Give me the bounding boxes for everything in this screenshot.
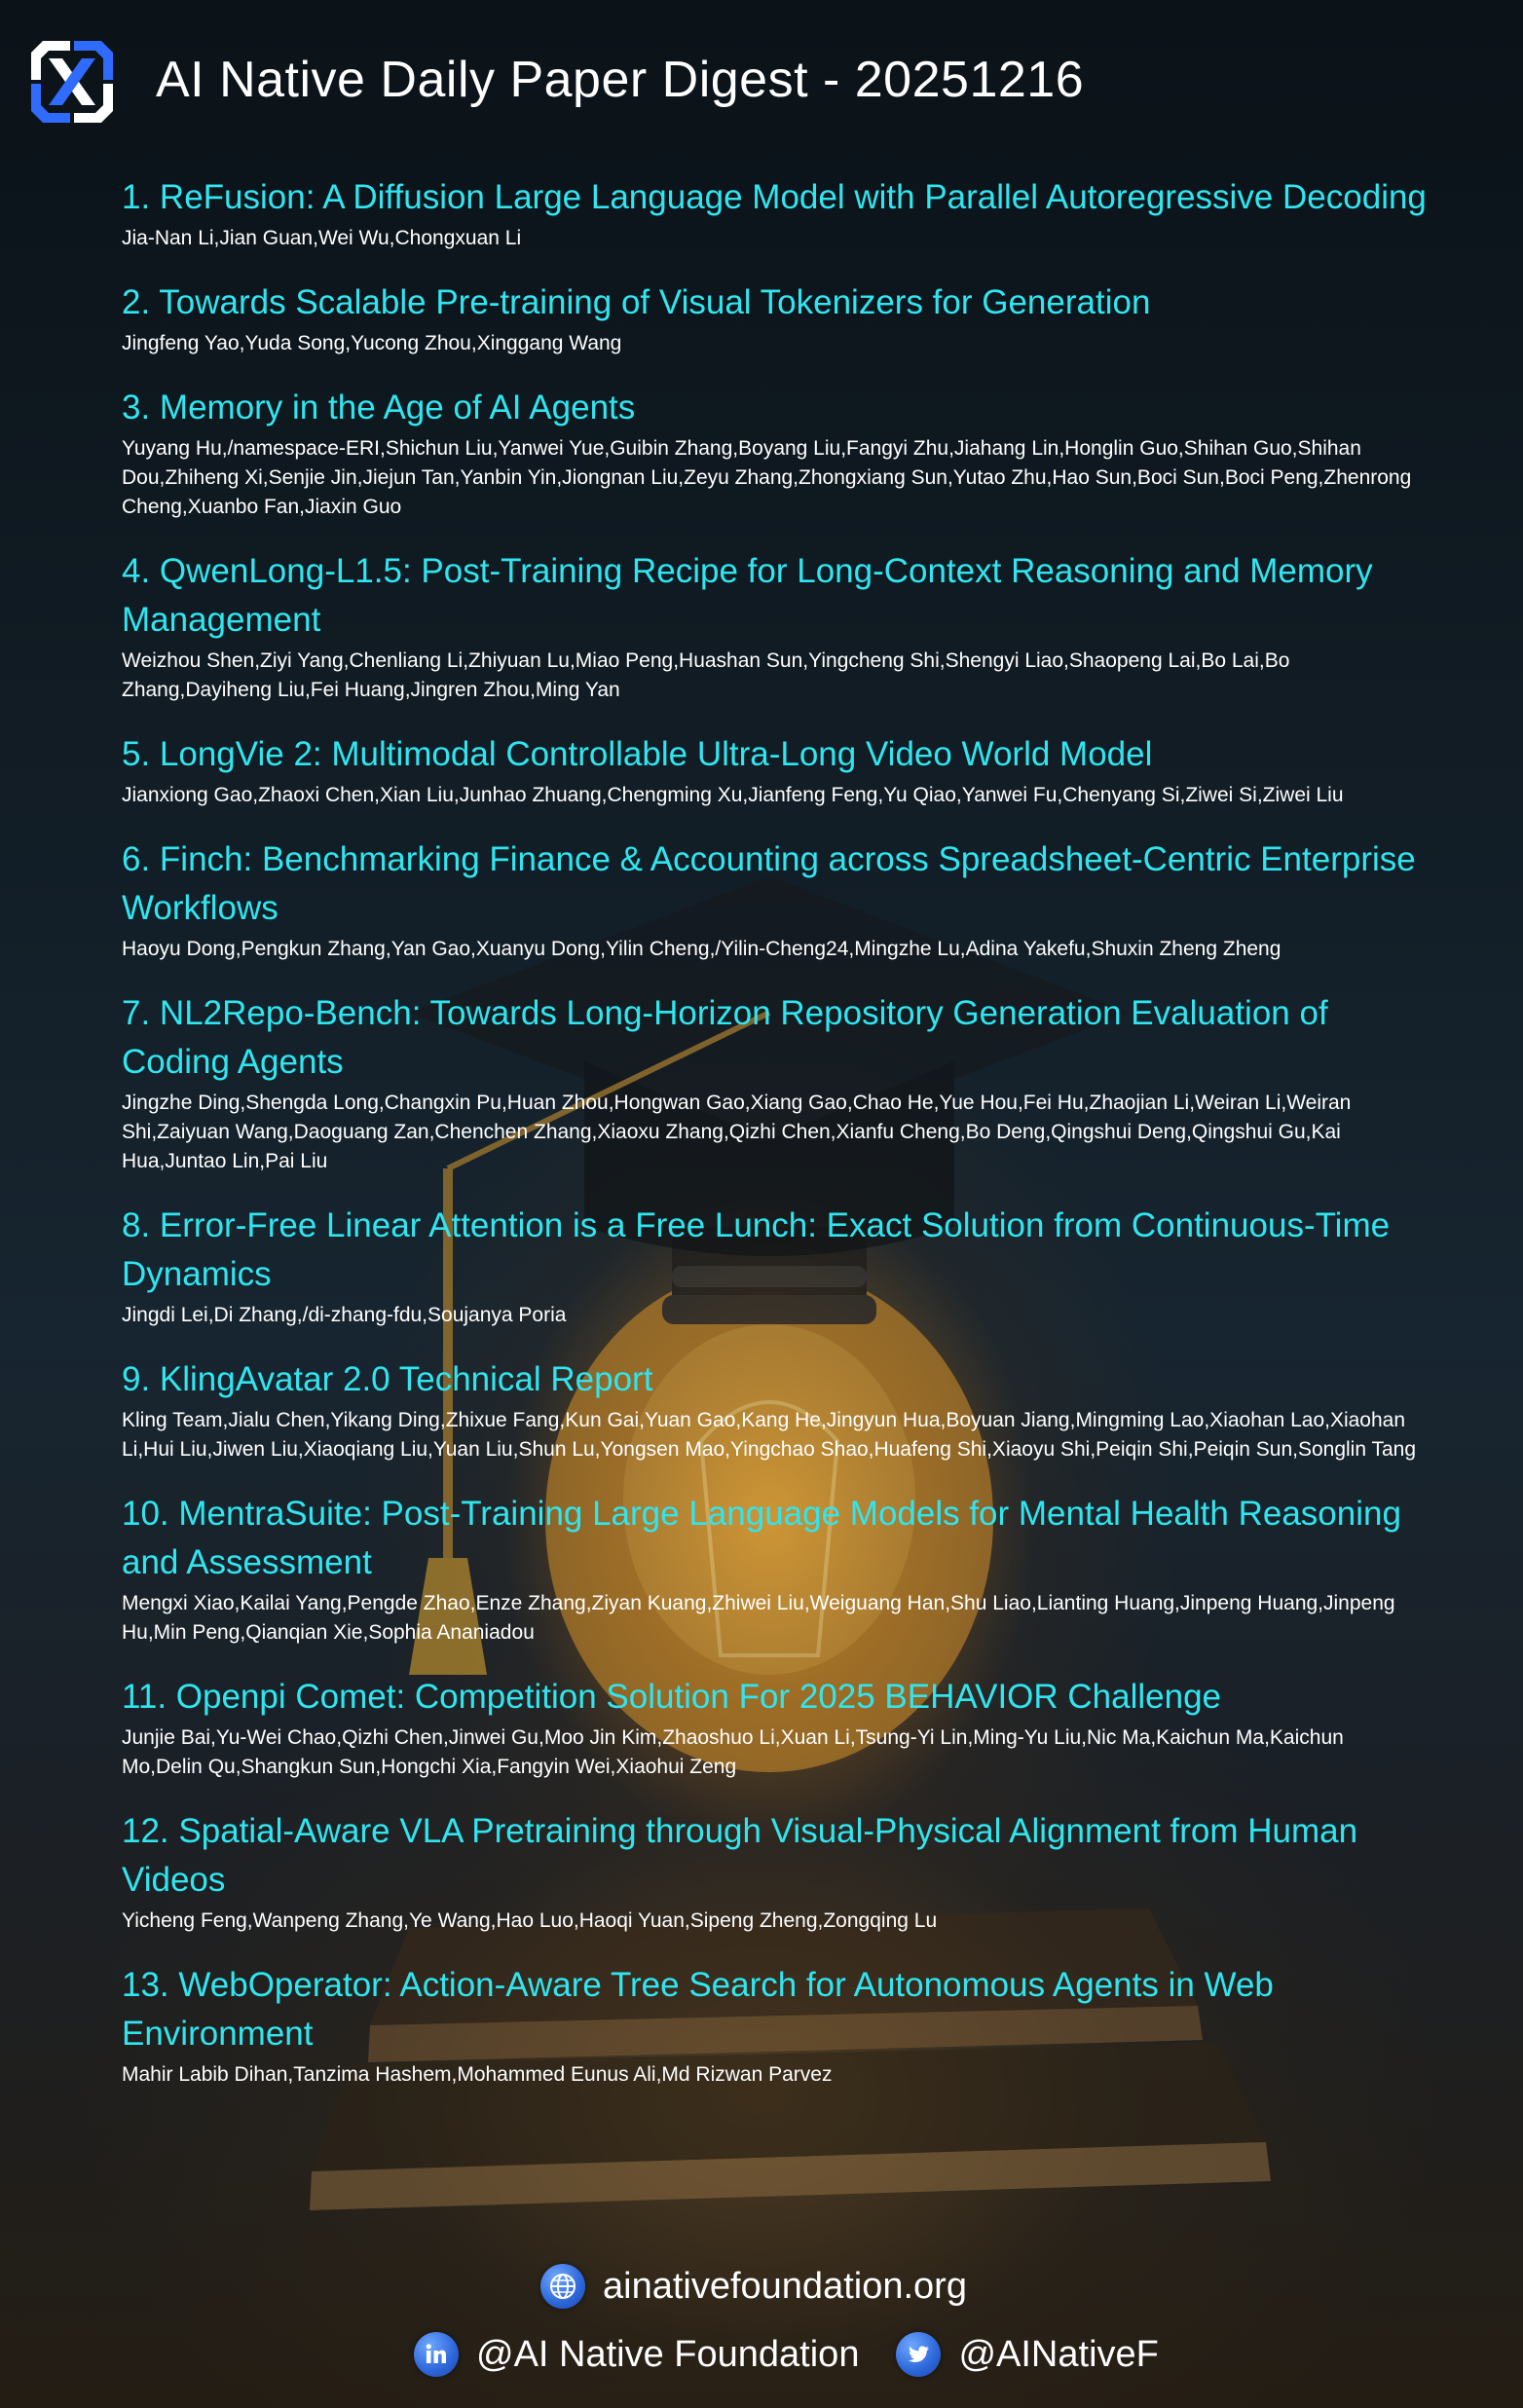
paper-item-10 <box>122 1490 1427 1648</box>
paper-item-4 <box>122 547 1427 705</box>
paper-item-12 <box>122 1807 1427 1936</box>
paper-authors: Jia-Nan Li,Jian Guan,Wei Wu,Chongxuan Li <box>122 227 522 249</box>
twitter-handle[interactable]: @AINativeF <box>958 2333 1159 2375</box>
paper-authors: Jingzhe Ding,Shengda Long,Changxin Pu,Huan Zhou,Hongwan Gao,Xiang Gao,Chao He,Yue Hou,Fei Hu,Zhaojian Li,Weiran Li,Weiran Shi,Zaiyuan Wang,Daoguang Zan,Chenchen Zhang,Xiaoxu Zhang,Qizhi Chen,Xianfu Cheng,Bo Deng,Qingshui Deng,Qingshui Gu,Kai Hua,Juntao Lin,Pai Liu <box>122 1092 1352 1172</box>
paper-item-7 <box>122 989 1427 1176</box>
title-date: 20251216 <box>854 52 1085 108</box>
paper-title[interactable]: 4. QwenLong-L1.5: Post-Training Recipe for Long-Context Reasoning and Memory Management <box>122 552 1373 639</box>
paper-authors: Jingfeng Yao,Yuda Song,Yucong Zhou,Xinggang Wang <box>122 332 622 354</box>
paper-item-13 <box>122 1961 1427 2090</box>
paper-title[interactable]: 2. Towards Scalable Pre-training of Visual Tokenizers for Generation <box>122 283 1151 321</box>
twitter-bird-icon <box>896 2332 941 2377</box>
paper-authors: Jingdi Lei,Di Zhang,/di-zhang-fdu,Soujanya Poria <box>122 1304 567 1326</box>
paper-item-6 <box>122 835 1427 964</box>
linkedin-icon <box>414 2332 459 2377</box>
paper-authors: Mengxi Xiao,Kailai Yang,Pengde Zhao,Enze Zhang,Ziyan Kuang,Zhiwei Liu,Weiguang Han,Shu Liao,Lianting Huang,Jinpeng Huang,Jinpeng Hu,Min Peng,Qianqian Xie,Sophia Ananiadou <box>122 1592 1395 1644</box>
footer-social <box>414 2327 1159 2382</box>
paper-title[interactable]: 11. Openpi Comet: Competition Solution For 2025 BEHAVIOR Challenge <box>122 1678 1222 1716</box>
paper-authors: Mahir Labib Dihan,Tanzima Hashem,Mohammed Eunus Ali,Md Rizwan Parvez <box>122 2063 833 2086</box>
paper-authors: Yicheng Feng,Wanpeng Zhang,Ye Wang,Hao Luo,Haoqi Yuan,Sipeng Zheng,Zongqing Lu <box>122 1909 938 1932</box>
paper-item-9 <box>122 1355 1427 1464</box>
paper-title[interactable]: 9. KlingAvatar 2.0 Technical Report <box>122 1360 653 1398</box>
paper-authors: Kling Team,Jialu Chen,Yikang Ding,Zhixue Fang,Kun Gai,Yuan Gao,Kang He,Jingyun Hua,Boyuan Jiang,Mingming Lao,Xiaohan Lao,Xiaohan Li,Hui Liu,Jiwen Liu,Xiaoqiang Liu,Yuan Liu,Shun Lu,Yongsen Mao,Yingchao Shao,Huafeng Shi,Xiaoyu Shi,Peiqin Shi,Peiqin Sun,Songlin Tang <box>122 1409 1417 1461</box>
website-link[interactable]: ainativefoundation.org <box>603 2265 967 2307</box>
twitter-link[interactable] <box>896 2332 1158 2377</box>
paper-title[interactable]: 1. ReFusion: A Diffusion Large Language Model with Parallel Autoregressive Decoding <box>122 178 1427 216</box>
paper-title[interactable]: 6. Finch: Benchmarking Finance & Accounting across Spreadsheet-Centric Enterprise Workflows <box>122 840 1416 927</box>
paper-list <box>122 173 1427 2115</box>
linkedin-handle[interactable]: @AI Native Foundation <box>476 2333 860 2375</box>
paper-item-8 <box>122 1202 1427 1330</box>
paper-item-1 <box>122 173 1427 253</box>
linkedin-link[interactable] <box>414 2332 859 2377</box>
title-text: AI Native Daily Paper Digest - <box>156 52 855 108</box>
paper-title[interactable]: 5. LongVie 2: Multimodal Controllable Ultra-Long Video World Model <box>122 735 1153 773</box>
paper-authors: Weizhou Shen,Ziyi Yang,Chenliang Li,Zhiyuan Lu,Miao Peng,Huashan Sun,Yingcheng Shi,Shengyi Liao,Shaopeng Lai,Bo Lai,Bo Zhang,Dayiheng Liu,Fei Huang,Jingren Zhou,Ming Yan <box>122 649 1290 701</box>
globe-icon <box>540 2264 585 2309</box>
paper-item-11 <box>122 1673 1427 1782</box>
ai-native-logo-icon <box>23 33 121 130</box>
paper-item-5 <box>122 730 1427 810</box>
paper-authors: Jianxiong Gao,Zhaoxi Chen,Xian Liu,Junhao Zhuang,Chengming Xu,Jianfeng Feng,Yu Qiao,Yanwei Fu,Chenyang Si,Ziwei Si,Ziwei Liu <box>122 784 1344 806</box>
footer-website[interactable] <box>540 2262 967 2311</box>
page-title <box>156 51 1084 109</box>
paper-item-2 <box>122 278 1427 358</box>
paper-title[interactable]: 8. Error-Free Linear Attention is a Free Lunch: Exact Solution from Continuous-Time Dynamics <box>122 1206 1391 1293</box>
paper-authors: Yuyang Hu,/namespace-ERI,Shichun Liu,Yanwei Yue,Guibin Zhang,Boyang Liu,Fangyi Zhu,Jiahang Lin,Honglin Guo,Shihan Guo,Shihan Dou,Zhiheng Xi,Senjie Jin,Jiejun Tan,Yanbin Yin,Jiongnan Liu,Zeyu Zhang,Zhongxiang Sun,Yutao Zhu,Hao Sun,Boci Sun,Boci Peng,Zhenrong Cheng,Xuanbo Fan,Jiaxin Guo <box>122 437 1412 518</box>
paper-authors: Junjie Bai,Yu-Wei Chao,Qizhi Chen,Jinwei Gu,Moo Jin Kim,Zhaoshuo Li,Xuan Li,Tsung-Yi Lin,Ming-Yu Liu,Nic Ma,Kaichun Ma,Kaichun Mo,Delin Qu,Shangkun Sun,Hongchi Xia,Fangyin Wei,Xiaohui Zeng <box>122 1726 1344 1778</box>
paper-title[interactable]: 7. NL2Repo-Bench: Towards Long-Horizon Repository Generation Evaluation of Coding Agents <box>122 994 1328 1081</box>
paper-title[interactable]: 12. Spatial-Aware VLA Pretraining through Visual-Physical Alignment from Human Videos <box>122 1812 1358 1899</box>
paper-title[interactable]: 3. Memory in the Age of AI Agents <box>122 389 636 426</box>
paper-title[interactable]: 13. WebOperator: Action-Aware Tree Search for Autonomous Agents in Web Environment <box>122 1966 1274 2053</box>
paper-title[interactable]: 10. MentraSuite: Post-Training Large Language Models for Mental Health Reasoning and Assessment <box>122 1495 1401 1581</box>
paper-item-3 <box>122 384 1427 522</box>
paper-authors: Haoyu Dong,Pengkun Zhang,Yan Gao,Xuanyu Dong,Yilin Cheng,/Yilin-Cheng24,Mingzhe Lu,Adina Yakefu,Shuxin Zheng Zheng <box>122 938 1282 960</box>
